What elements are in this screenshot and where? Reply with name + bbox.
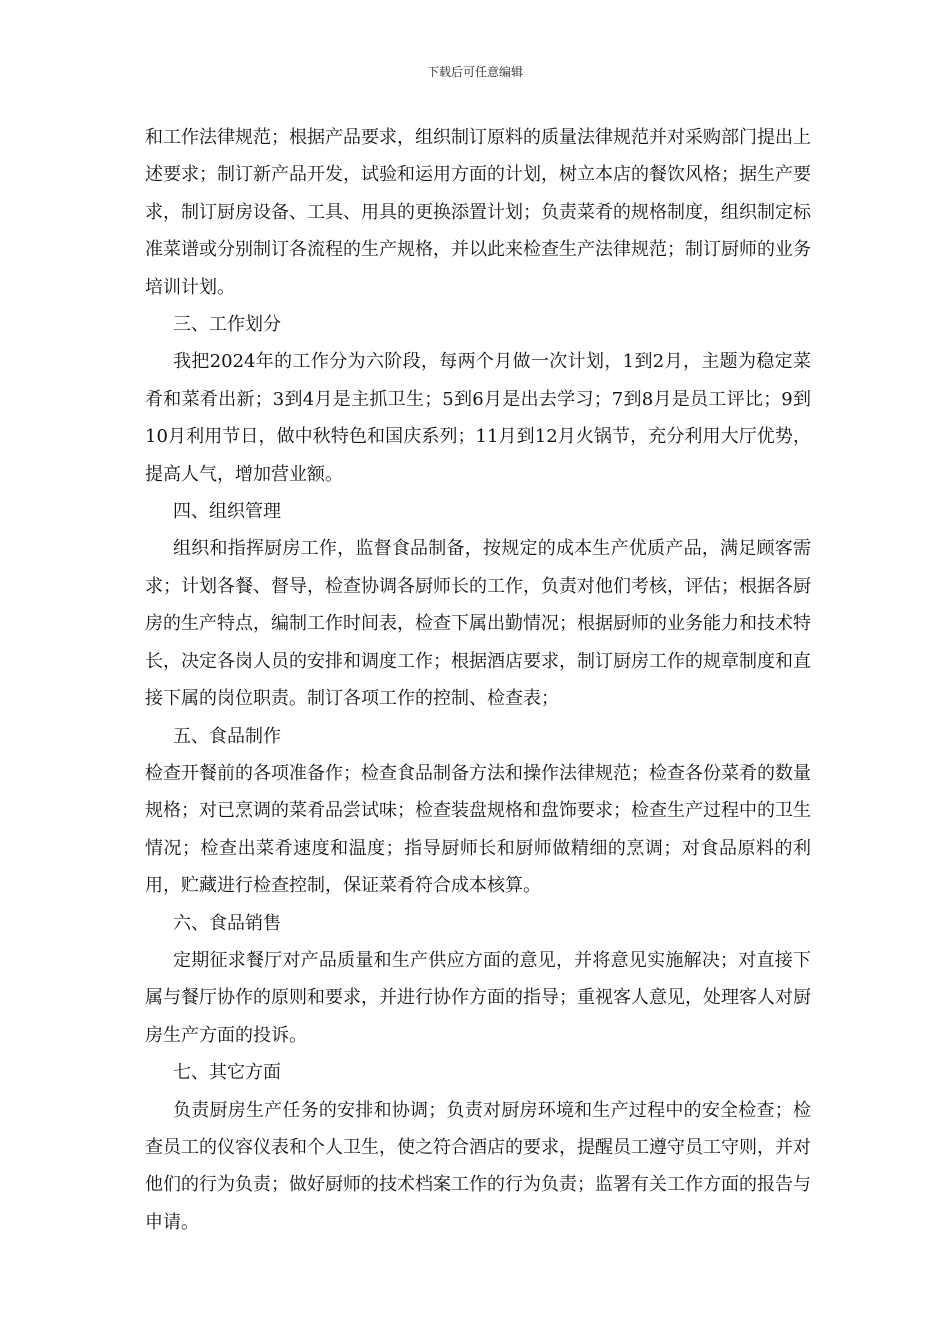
section-heading-food-production: 五、食品制作: [173, 725, 281, 747]
section-body-food-production: 检查开餐前的各项准备作；检查食品制备方法和操作法律规范；检查各份菜肴的数量规格；对已烹调的菜肴品尝试味；检查装盘规格和盘饰要求；检查生产过程中的卫生情况；检查出菜肴速度和温度；指导厨师长和厨师做精细的烹调；对食品原料的利用，贮藏进行检查控制，保证菜肴符合成本核算。: [145, 762, 811, 897]
page-header: 下载后可任意编辑: [426, 65, 523, 79]
section-body-work-division: 我把2024年的工作分为六阶段，每两个月做一次计划，1到2月，主题为稳定菜肴和菜肴出新；3到4月是主抓卫生；5到6月是出去学习；7到8月是员工评比；9到10月利用节日，做中秋特色和国庆系列；11月到12月火锅节，充分利用大厅优势，提高人气，增加营业额。: [145, 351, 811, 485]
section-body-other: 负责厨房生产任务的安排和协调；负责对厨房环境和生产过程中的安全检查；检查员工的仪容仪表和个人卫生，使之符合酒店的要求，提醒员工遵守员工守则，并对他们的行为负责；做好厨师的技术档案工作的行为负责；监署有关工作方面的报告与申请。: [145, 1099, 811, 1233]
section-heading-food-sales: 六、食品销售: [173, 912, 281, 934]
section-heading-organization: 四、组织管理: [173, 501, 281, 523]
document-body: [145, 119, 811, 1241]
section-heading-other: 七、其它方面: [173, 1062, 281, 1084]
intro-paragraph: 和工作法律规范；根据产品要求，组织制订原料的质量法律规范并对采购部门提出上述要求；制订新产品开发，试验和运用方面的计划，树立本店的餐饮风格；据生产要求，制订厨房设备、工具、用具的更换添置计划；负责菜肴的规格制度，组织制定标准菜谱或分别制订各流程的生产规格，并以此来检查生产法律规范；制订厨师的业务培训计划。: [145, 127, 811, 298]
section-body-food-sales: 定期征求餐厅对产品质量和生产供应方面的意见，并将意见实施解决；对直接下属与餐厅协作的原则和要求，并进行协作方面的指导；重视客人意见，处理客人对厨房生产方面的投诉。: [145, 949, 811, 1046]
section-heading-work-division: 三、工作划分: [173, 314, 281, 336]
section-body-organization: 组织和指挥厨房工作，监督食品制备，按规定的成本生产优质产品，满足顾客需求；计划各餐、督导，检查协调各厨师长的工作，负责对他们考核，评估；根据各厨房的生产特点，编制工作时间表，检查下属出勤情况；根据厨师的业务能力和技术特长，决定各岗人员的安排和调度工作；根据酒店要求，制订厨房工作的规章制度和直接下属的岗位职责。制订各项工作的控制、检查表；: [145, 538, 811, 710]
